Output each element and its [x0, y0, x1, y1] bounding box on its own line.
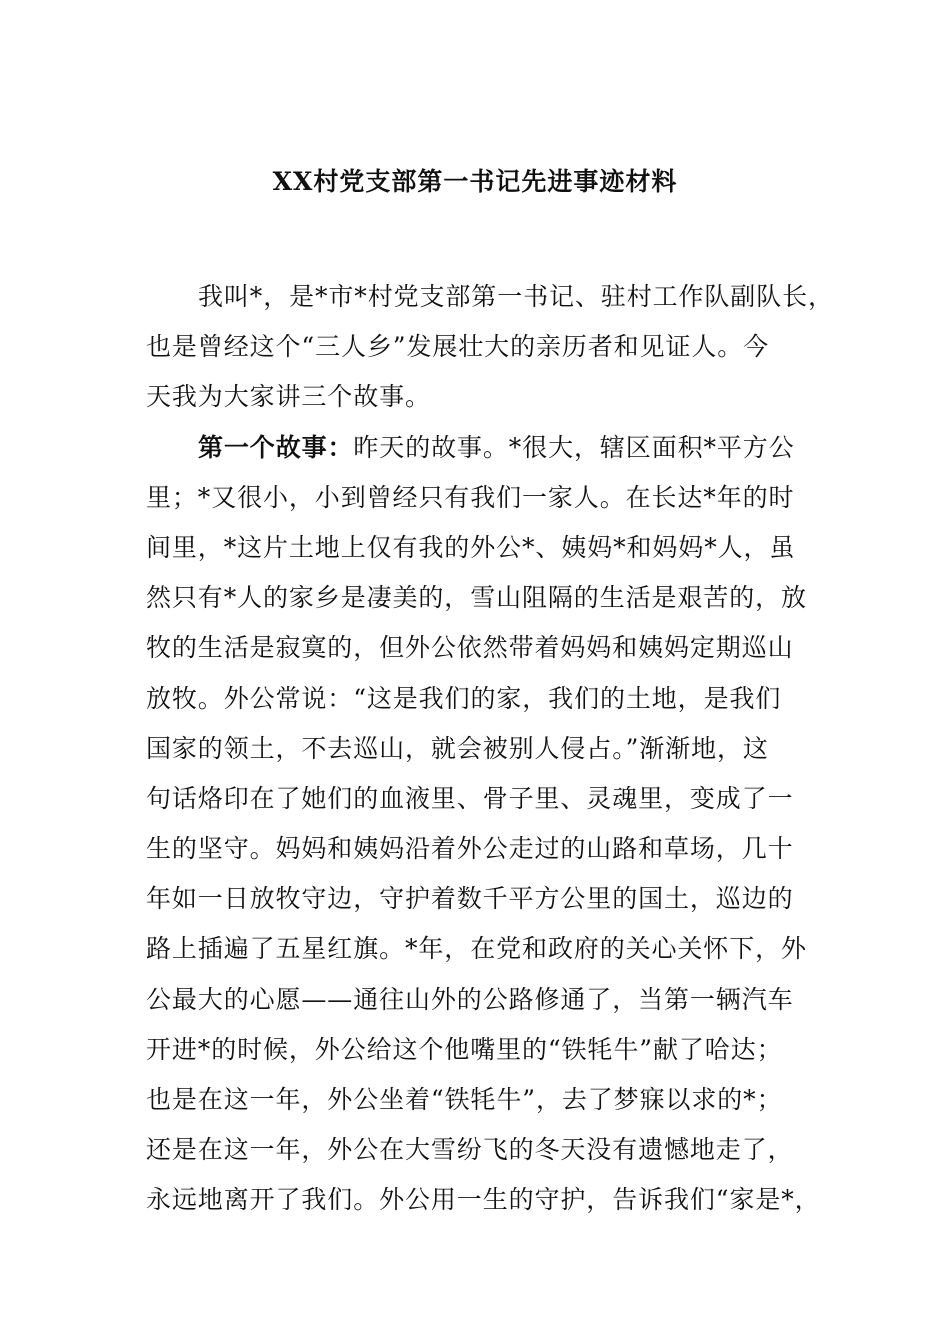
- paragraph-line: 也是曾经这个“三人乡”发展壮大的亲历者和见证人。今: [146, 332, 770, 362]
- paragraph-line: 国家的领土，不去巡山，就会被别人侵占。”渐渐地，这: [146, 733, 769, 763]
- paragraph-line: 也是在这一年，外公坐着“铁牦牛”，去了梦寐以求的*；: [146, 1085, 783, 1114]
- story-heading-line: [146, 423, 806, 473]
- paragraph-line: 公最大的心愿——通往山外的公路修通了，当第一辆汽车: [146, 984, 794, 1014]
- paragraph-line: 年如一日放牧守边，守护着数千平方公里的国土，巡边的: [146, 884, 794, 914]
- document-body: [146, 272, 834, 1226]
- paragraph-line: 我叫*，是*市*村党支部第一书记、驻村工作队副队长，: [198, 282, 834, 311]
- story-first-line-text: 昨天的故事。*很大，辖区面积*平方公: [353, 432, 795, 462]
- story-heading: 第一个故事：: [198, 432, 354, 462]
- paragraph-line: 生的坚守。妈妈和姨妈沿着外公走过的山路和草场，几十: [146, 834, 794, 864]
- paragraph-line: 然只有*人的家乡是凄美的，雪山阻隔的生活是艰苦的，放: [146, 583, 807, 613]
- paragraph-line: 永远地离开了我们。外公用一生的守护，告诉我们“家是*，: [146, 1185, 821, 1215]
- paragraph-line: 还是在这一年，外公在大雪纷飞的冬天没有遗憾地走了，: [146, 1135, 794, 1165]
- paragraph-line: 牧的生活是寂寞的，但外公依然带着妈妈和姨妈定期巡山: [146, 633, 794, 663]
- paragraph-line: 天我为大家讲三个故事。: [146, 382, 431, 412]
- paragraph-line: 开进*的时候，外公给这个他嘴里的“铁牦牛”献了哈达；: [146, 1034, 783, 1064]
- paragraph-line: 间里，*这片土地上仅有我的外公*、姨妈*和妈妈*人，虽: [146, 532, 796, 562]
- paragraph-line: 里；*又很小，小到曾经只有我们一家人。在长达*年的时: [146, 482, 795, 512]
- paragraph-line: 放牧。外公常说：“这是我们的家，我们的土地，是我们: [146, 683, 782, 713]
- document-title: XX村党支部第一书记先进事迹材料: [272, 167, 678, 196]
- paragraph-line: 句话烙印在了她们的血液里、骨子里、灵魂里，变成了一: [146, 783, 794, 813]
- paragraph-line: 路上插遍了五星红旗。*年，在党和政府的关心关怀下，外: [146, 934, 807, 964]
